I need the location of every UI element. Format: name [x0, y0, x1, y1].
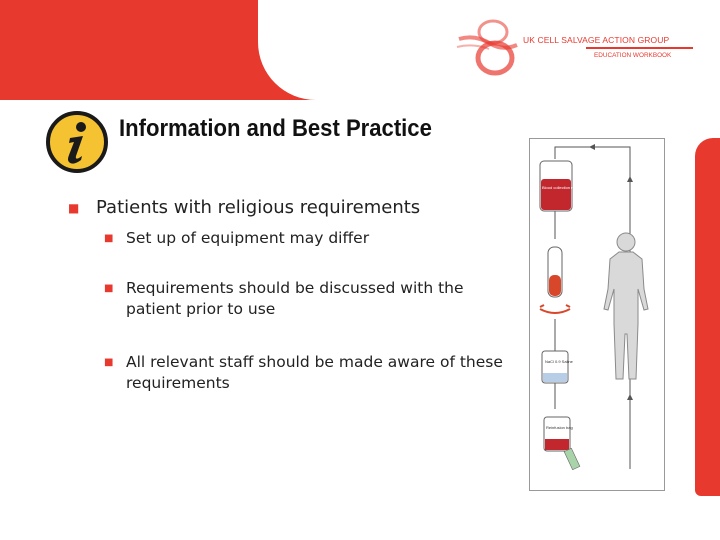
bullet-item	[68, 196, 508, 220]
blood-bag-label: Blood collection reservoir	[542, 185, 587, 190]
bullet-marker-icon: ■	[104, 283, 114, 294]
blood-reservoir-icon	[540, 161, 587, 211]
org-divider	[586, 47, 693, 49]
header-banner	[0, 0, 720, 100]
right-accent-strip	[695, 138, 720, 496]
slide-title: Information and Best Practice	[119, 115, 432, 142]
bullet-list	[68, 196, 508, 394]
reinfusion-bag-icon	[544, 417, 573, 451]
sub-bullet-item	[68, 352, 508, 394]
bullet-marker-icon: ■	[104, 233, 114, 244]
cell-salvage-diagram	[529, 138, 665, 491]
sub-bullet-item	[68, 228, 508, 249]
bullet-marker-icon: ■	[104, 357, 114, 368]
org-name: UK CELL SALVAGE ACTION GROUP	[523, 35, 670, 45]
sub-bullet-item	[68, 278, 508, 320]
sub-bullet-text: Set up of equipment may differ	[126, 229, 370, 247]
reinfusion-bag-label: Reinfusion bag	[546, 425, 573, 430]
bullet-marker-icon: ■	[68, 201, 80, 215]
saline-bag-icon	[542, 351, 574, 383]
saline-bag-label: NaCl 0.9 Saline	[545, 359, 573, 364]
ukcsag-logo-icon	[455, 16, 525, 78]
sub-bullet-text: All relevant staff should be made aware of these requirements	[126, 353, 503, 392]
sub-bullet-text: Requirements should be discussed with the patient prior to use	[126, 279, 464, 318]
information-icon	[45, 110, 109, 174]
patient-figure-icon	[604, 233, 648, 379]
bullet-text: Patients with religious requirements	[96, 197, 421, 218]
centrifuge-bowl-icon	[548, 247, 562, 297]
org-subtitle: EDUCATION WORKBOOK	[594, 52, 672, 59]
